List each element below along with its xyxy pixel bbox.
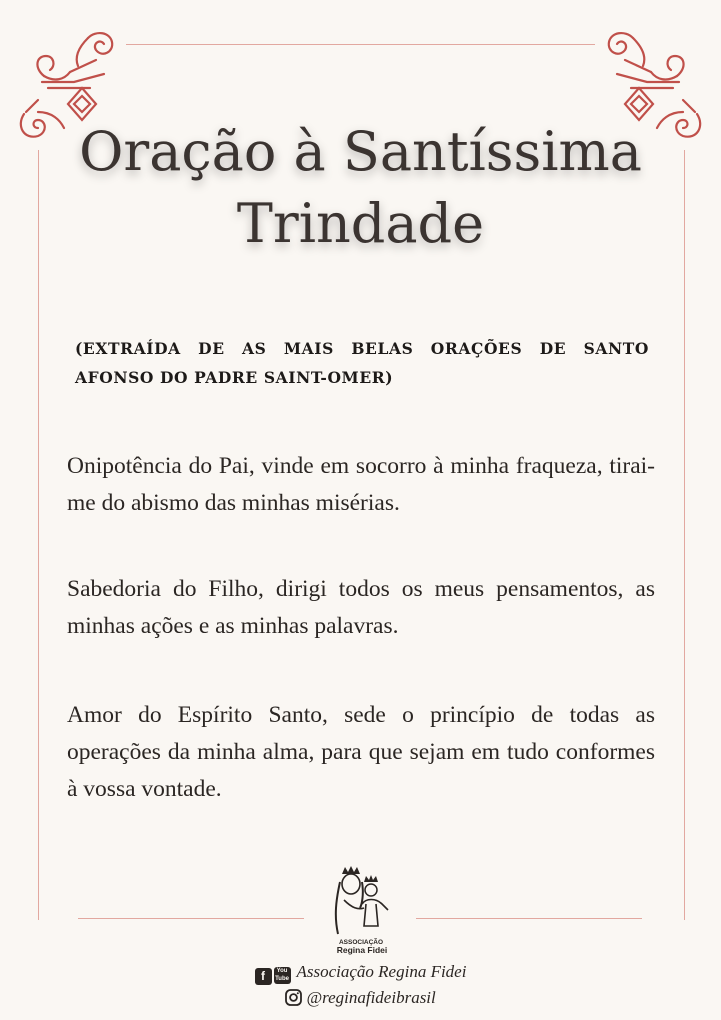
frame-right-line — [684, 150, 685, 920]
source-note: (EXTRAÍDA DE AS MAIS BELAS ORAÇÕES DE SANTO AFONSO DO PADRE SAINT-OMER) — [75, 339, 649, 387]
youtube-icon[interactable]: You Tube — [275, 968, 289, 982]
prayer-paragraph-2: Sabedoria do Filho, dirigi todos os meus pensamentos, as minhas ações e as minhas palavras. — [67, 576, 655, 639]
footer-social-row — [0, 962, 721, 985]
association-name: Associação Regina Fidei — [296, 962, 467, 981]
facebook-icon[interactable]: f — [255, 968, 272, 985]
title-line-2: Trindade — [236, 192, 485, 255]
logo-text-line-2: Regina Fidei — [336, 945, 388, 955]
frame-top-line — [126, 44, 595, 45]
logo-text-line-1: ASSOCIAÇÃO — [338, 939, 384, 946]
association-logo — [318, 864, 404, 958]
page-title — [0, 116, 721, 260]
instagram-icon[interactable] — [285, 989, 302, 1006]
footer-instagram-row — [0, 988, 721, 1008]
prayer-paragraph-1: Onipotência do Pai, vinde em socorro à minha fraqueza, tirai-me do abismo das minhas misérias. — [67, 453, 655, 516]
prayer-paragraph-3: Amor do Espírito Santo, sede o princípio de todas as operações da minha alma, para que sejam em tudo conformes à vossa vontade. — [67, 702, 655, 802]
frame-left-line — [38, 150, 39, 920]
title-line-1: Oração à Santíssima — [79, 120, 642, 183]
frame-bottom-left-line — [78, 918, 304, 919]
instagram-handle[interactable]: @reginafideibrasil — [306, 988, 436, 1007]
frame-bottom-right-line — [416, 918, 642, 919]
